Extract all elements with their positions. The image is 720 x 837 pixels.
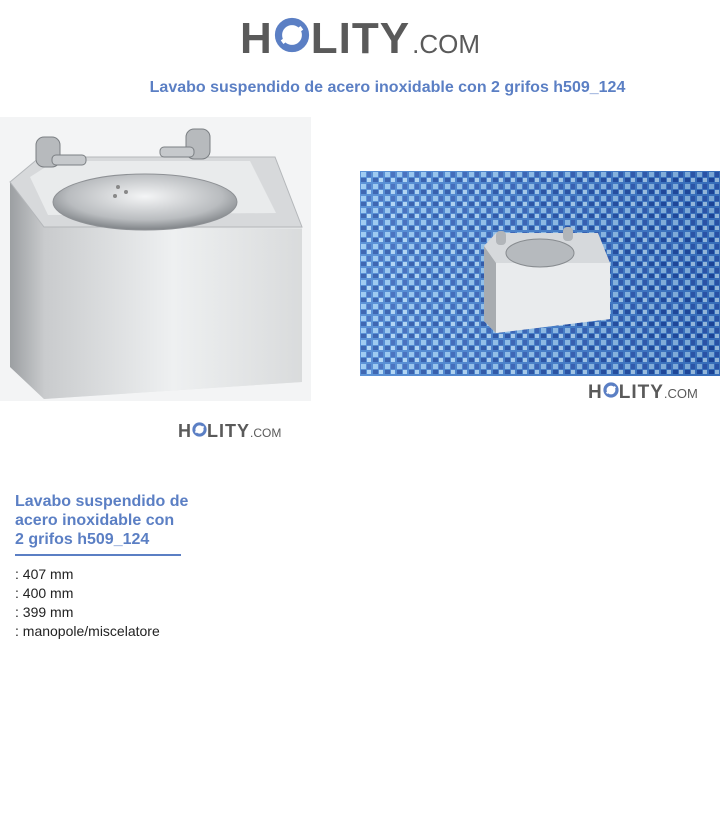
product-title-line: acero inoxidable con <box>15 512 175 529</box>
product-title-line: 2 grifos h509_124 <box>15 531 150 548</box>
product-title-line: Lavabo suspendido de <box>15 493 189 510</box>
logo-ring-icon <box>274 17 310 53</box>
product-title <box>15 492 205 549</box>
product-photo-sink <box>0 117 311 401</box>
logo-letters-lity: LITY <box>310 14 411 63</box>
logo-letter-h: H <box>178 421 192 441</box>
logo-letter-h: H <box>588 382 603 403</box>
spec-controls: : manopole/miscelatore <box>15 623 160 639</box>
logo-letters-lity: LITY <box>618 382 664 403</box>
spec-depth: : 400 mm <box>15 585 74 601</box>
spec-list <box>15 565 160 641</box>
page-title: Lavabo suspendido de acero inoxidable con 2 grifos h509_124 <box>149 79 626 96</box>
logo-domain: .COM <box>663 386 698 401</box>
logo-domain: .COM <box>250 426 282 440</box>
logo-ring-icon <box>192 422 207 437</box>
product-photo-mosaic-scene <box>360 171 720 376</box>
logo-domain: .COM <box>412 29 480 59</box>
logo-ring-icon <box>603 382 619 398</box>
title-underline <box>15 554 181 556</box>
spec-height: : 399 mm <box>15 604 74 620</box>
holity-logo-small <box>178 421 281 442</box>
holity-logo-small <box>588 382 698 404</box>
spec-width: : 407 mm <box>15 566 74 582</box>
holity-logo[interactable] <box>240 14 480 64</box>
logo-letters-lity: LITY <box>207 421 250 441</box>
logo-letter-h: H <box>240 14 273 63</box>
